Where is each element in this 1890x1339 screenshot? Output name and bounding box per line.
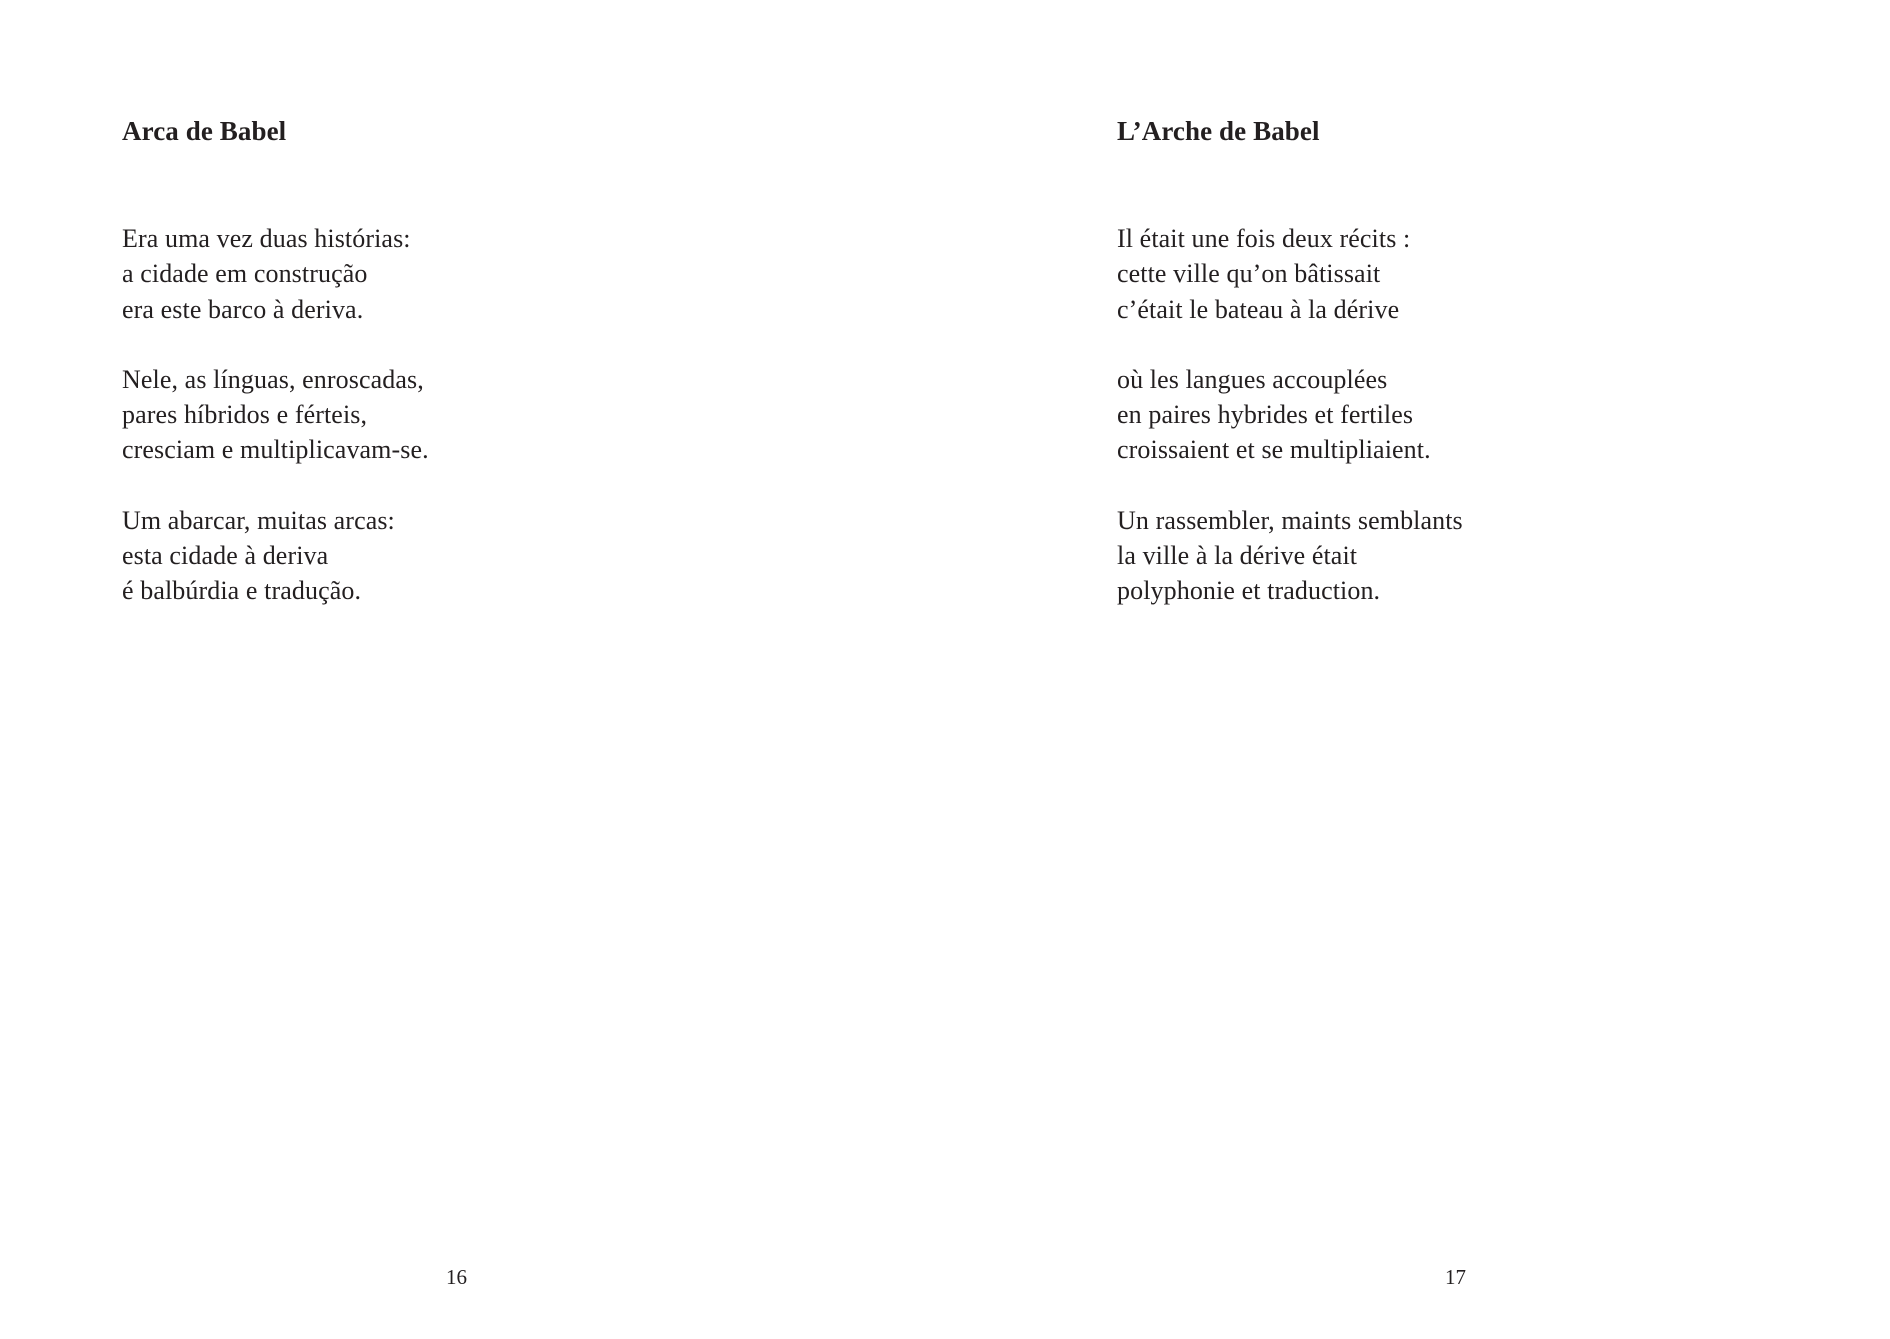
stanza: [1117, 221, 1463, 327]
verse-line: era este barco à deriva.: [122, 294, 364, 324]
poem-body-french: [1117, 221, 1463, 609]
poem-title-portuguese: Arca de Babel: [122, 116, 287, 146]
verse-line: Nele, as línguas, enroscadas,: [122, 364, 424, 394]
verse-line: en paires hybrides et fertiles: [1117, 400, 1414, 430]
verse-line: esta cidade à deriva: [122, 541, 329, 571]
stanza: [122, 362, 429, 468]
verse-line: cette ville qu’on bâtissait: [1117, 259, 1381, 289]
verse-line: é balbúrdia e tradução.: [122, 576, 362, 606]
verse-line: où les langues accouplées: [1117, 364, 1388, 394]
stanza: [122, 221, 429, 327]
verse-line: Era uma vez duas histórias:: [122, 224, 411, 253]
verse-line: polyphonie et traduction.: [1117, 576, 1381, 606]
poem-body-portuguese: [122, 221, 429, 609]
stanza: [1117, 503, 1463, 609]
poem-title-french: L’Arche de Babel: [1117, 116, 1320, 146]
verse-line: Un rassembler, maints semblants: [1117, 505, 1463, 535]
verse-line: pares híbridos e férteis,: [122, 400, 368, 430]
verse-line: a cidade em construção: [122, 259, 368, 289]
verse-line: cresciam e multiplicavam-se.: [122, 435, 429, 465]
stanza: [122, 503, 429, 609]
verse-line: c’était le bateau à la dérive: [1117, 294, 1400, 324]
verse-line: Um abarcar, muitas arcas:: [122, 505, 395, 535]
stanza: [1117, 362, 1463, 468]
verse-line: Il était une fois deux récits :: [1117, 224, 1411, 253]
right-page: [945, 0, 1890, 1339]
verse-line: la ville à la dérive était: [1117, 541, 1358, 571]
page-number-left: 16: [446, 1265, 467, 1289]
verse-line: croissaient et se multipliaient.: [1117, 435, 1431, 465]
page-number-right: 17: [1445, 1265, 1466, 1289]
